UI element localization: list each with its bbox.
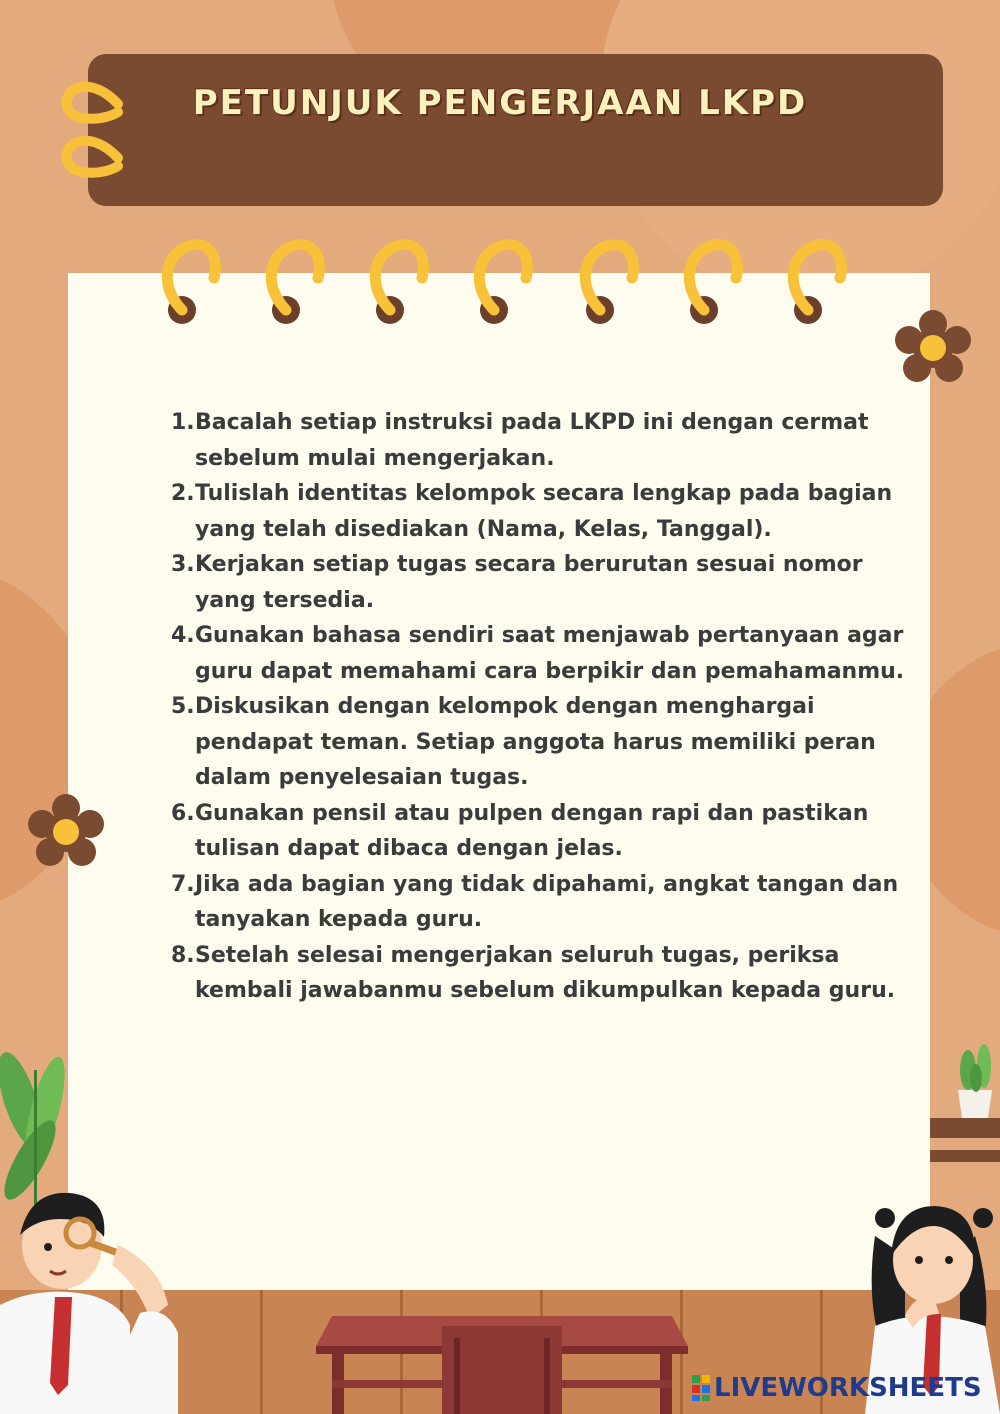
banner-ring-icon bbox=[56, 76, 136, 186]
liveworksheets-logo-icon bbox=[690, 1373, 712, 1403]
page-title: PETUNJUK PENGERJAAN LKPD bbox=[192, 83, 808, 123]
item-text: Bacalah setiap instruksi pada LKPD ini dengan cermat sebelum mulai mengerjakan. bbox=[195, 410, 869, 471]
list-item bbox=[171, 689, 911, 796]
list-item bbox=[171, 867, 911, 938]
spiral-ring-icon bbox=[680, 232, 746, 332]
list-item bbox=[171, 405, 911, 476]
liveworksheets-watermark bbox=[690, 1370, 982, 1406]
spiral-ring-icon bbox=[262, 232, 328, 332]
item-text: Diskusikan dengan kelompok dengan menghargai pendapat teman. Setiap anggota harus memiliki peran dalam penyelesaian tugas. bbox=[195, 694, 876, 790]
item-number: 1. bbox=[171, 410, 195, 435]
item-text: Setelah selesai mengerjakan seluruh tugas, periksa kembali jawabanmu sebelum dikumpulkan kepada guru. bbox=[195, 942, 896, 1003]
spiral-ring-icon bbox=[576, 232, 642, 332]
list-item bbox=[171, 476, 911, 547]
desk-illustration bbox=[312, 1316, 692, 1414]
item-number: 5. bbox=[171, 694, 195, 719]
spiral-ring-icon bbox=[366, 232, 432, 332]
item-number: 3. bbox=[171, 552, 195, 577]
item-number: 8. bbox=[171, 942, 195, 968]
spiral-ring-icon bbox=[784, 232, 850, 332]
item-text: Kerjakan setiap tugas secara berurutan sesuai nomor yang tersedia. bbox=[195, 552, 863, 613]
spiral-ring-icon bbox=[470, 232, 536, 332]
item-number: 6. bbox=[171, 800, 195, 826]
watermark-text: LIVEWORKSHEETS bbox=[714, 1373, 982, 1403]
item-text: Gunakan pensil atau pulpen dengan rapi dan pastikan tulisan dapat dibaca dengan jelas. bbox=[195, 800, 869, 861]
student-boy-illustration bbox=[0, 1185, 180, 1414]
item-number: 7. bbox=[171, 871, 195, 897]
flower-icon bbox=[895, 310, 971, 386]
list-item bbox=[171, 796, 911, 867]
spiral-ring-icon bbox=[158, 232, 224, 332]
potted-plant-illustration bbox=[950, 1030, 1000, 1120]
title-banner bbox=[88, 54, 943, 206]
list-item bbox=[171, 938, 911, 1009]
list-item bbox=[171, 547, 911, 618]
wall-shelf bbox=[930, 1150, 1000, 1162]
item-text: Gunakan bahasa sendiri saat menjawab pertanyaan agar guru dapat memahami cara berpikir dan pemahamanmu. bbox=[195, 623, 905, 684]
item-number: 4. bbox=[171, 623, 195, 648]
item-text: Jika ada bagian yang tidak dipahami, angkat tangan dan tanyakan kepada guru. bbox=[195, 871, 899, 932]
instructions-list bbox=[171, 405, 911, 1009]
wall-shelf bbox=[930, 1118, 1000, 1138]
list-item bbox=[171, 618, 911, 689]
item-text: Tulislah identitas kelompok secara lengkap pada bagian yang telah disediakan (Nama, Kelas, Tanggal). bbox=[195, 481, 893, 542]
flower-icon bbox=[28, 794, 104, 870]
item-number: 2. bbox=[171, 481, 195, 506]
